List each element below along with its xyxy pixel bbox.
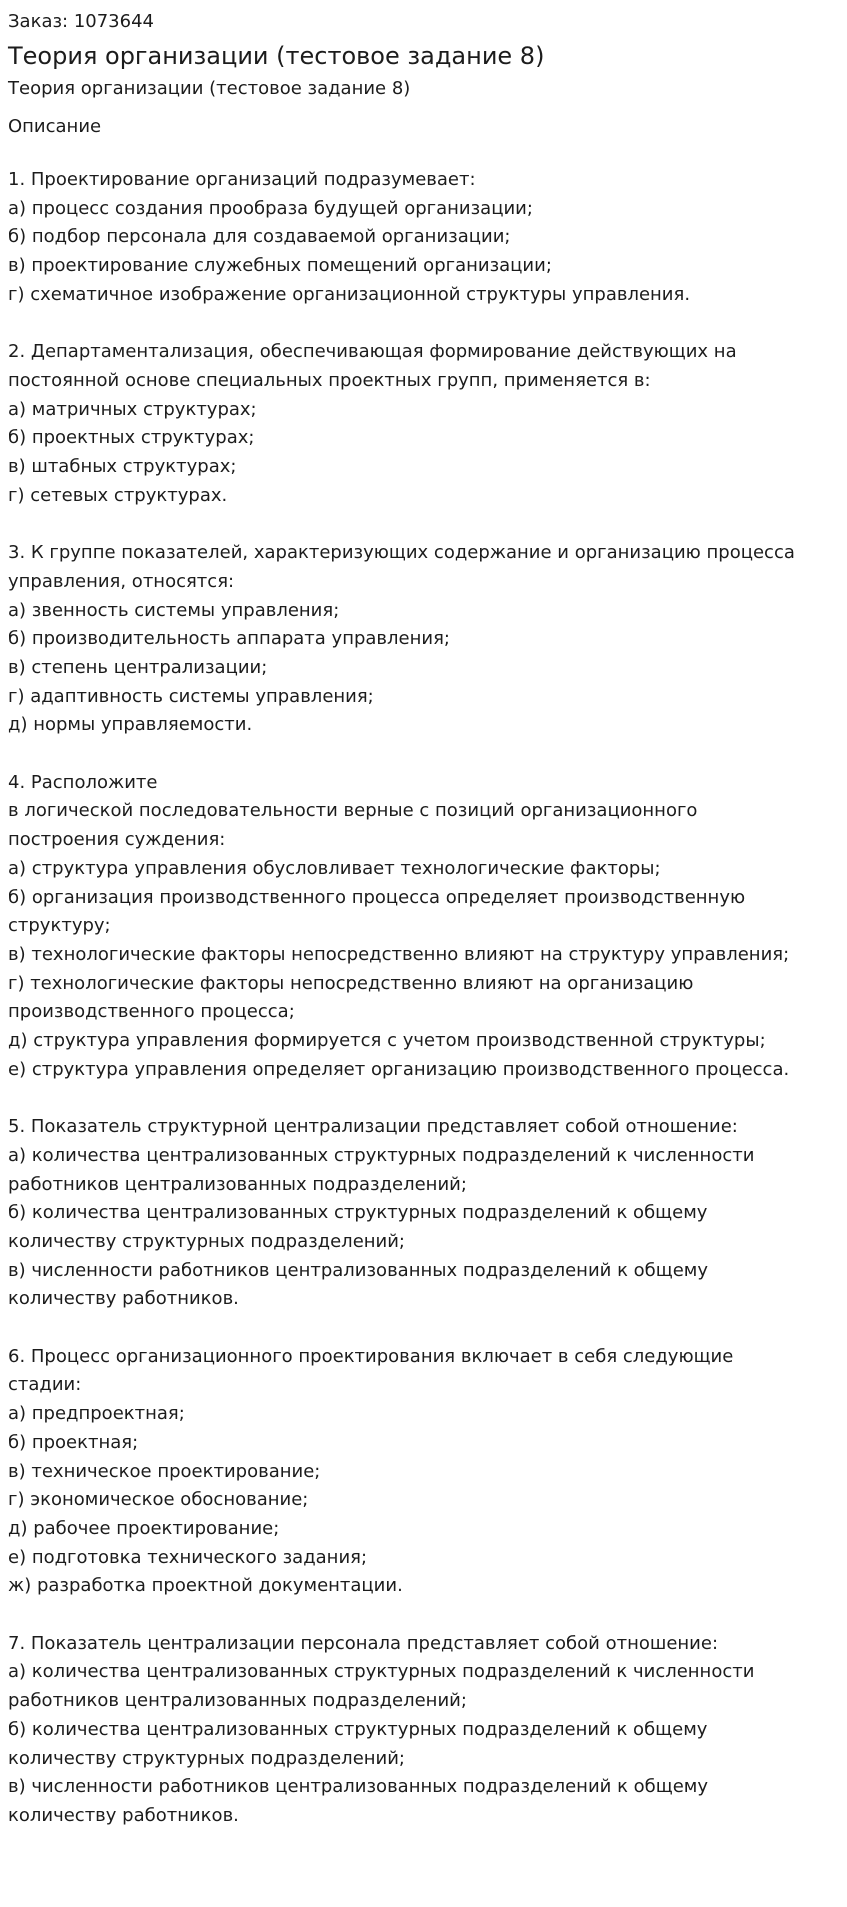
question-block [8, 166, 839, 310]
question-line: а) предпроектная; [8, 1403, 185, 1425]
question-text: 6. Процесс организационного проектирования включает в себя следующие [8, 1345, 734, 1367]
question-text: 2. Департаментализация, обеспечивающая формирование действующих на [8, 341, 737, 363]
question-text: 7. Показатель централизации персонала представляет собой отношение: [8, 1632, 719, 1654]
question-text: 5. Показатель структурной централизации представляет собой отношение: [8, 1116, 738, 1138]
question-block [8, 769, 839, 1085]
question-line: е) подготовка технического задания; [8, 1546, 368, 1568]
question-line: г) схематичное изображение организационной структуры управления. [8, 283, 691, 305]
questions-list [8, 166, 839, 1831]
question-text: 4. Расположите [8, 771, 158, 793]
question-line: в) штабных структурах; [8, 456, 237, 478]
question-line: ж) разработка проектной документации. [8, 1575, 403, 1597]
order-number: Заказ: 1073644 [8, 11, 154, 32]
question-line: д) нормы управляемости. [8, 714, 253, 736]
question-block [8, 1343, 839, 1601]
question-line: а) количества централизованных структурных подразделений к численности [8, 1661, 755, 1683]
description-label: Описание [8, 116, 102, 137]
question-line: количеству структурных подразделений; [8, 1230, 405, 1252]
question-line: б) организация производственного процесса определяет производственную [8, 886, 746, 908]
question-text: 3. К группе показателей, характеризующих содержание и организацию процесса [8, 542, 795, 564]
question-line: а) процесс создания прообраза будущей организации; [8, 197, 533, 219]
question-line: количеству структурных подразделений; [8, 1747, 405, 1769]
question-line: в) проектирование служебных помещений организации; [8, 255, 552, 277]
question-line: количеству работников. [8, 1288, 239, 1310]
question-line: б) производительность аппарата управления; [8, 628, 450, 650]
question-line: в) технологические факторы непосредственно влияют на структуру управления; [8, 943, 790, 965]
question-line: количеству работников. [8, 1804, 239, 1826]
question-block [8, 1113, 839, 1314]
question-line: б) подбор персонала для создаваемой организации; [8, 226, 511, 248]
question-line: стадии: [8, 1374, 82, 1396]
question-line: а) звенность системы управления; [8, 599, 340, 621]
question-line: е) структура управления определяет организацию производственного процесса. [8, 1058, 790, 1080]
question-line: б) количества централизованных структурных подразделений к общему [8, 1202, 708, 1224]
question-line: структуру; [8, 915, 111, 937]
question-line: а) матричных структурах; [8, 398, 257, 420]
question-line: в) численности работников централизованных подразделений к общему [8, 1259, 709, 1281]
question-line: д) рабочее проектирование; [8, 1517, 280, 1539]
question-line: в) техническое проектирование; [8, 1460, 321, 1482]
page-subtitle: Теория организации (тестовое задание 8) [8, 78, 411, 99]
question-line: работников централизованных подразделений; [8, 1173, 467, 1195]
question-line: г) технологические факторы непосредственно влияют на организацию [8, 972, 694, 994]
question-line: а) количества централизованных структурных подразделений к численности [8, 1144, 755, 1166]
question-line: производственного процесса; [8, 1001, 295, 1023]
question-line: д) структура управления формируется с учетом производственной структуры; [8, 1030, 766, 1052]
question-text: 1. Проектирование организаций подразумевает: [8, 169, 476, 190]
question-block [8, 1630, 839, 1831]
question-line: постоянной основе специальных проектных групп, применяется в: [8, 369, 651, 391]
question-line: в логической последовательности верные с позиций организационного [8, 800, 698, 822]
question-line: построения суждения: [8, 829, 226, 851]
question-block [8, 539, 839, 740]
question-line: г) экономическое обоснование; [8, 1489, 309, 1511]
question-line: б) проектных структурах; [8, 427, 255, 449]
question-line: работников централизованных подразделений; [8, 1690, 467, 1712]
question-line: г) адаптивность системы управления; [8, 685, 374, 707]
question-line: в) степень централизации; [8, 656, 268, 678]
question-line: в) численности работников централизованных подразделений к общему [8, 1776, 709, 1798]
page-title: Теория организации (тестовое задание 8) [8, 42, 545, 70]
question-line: а) структура управления обусловливает технологические факторы; [8, 857, 661, 879]
question-line: управления, относятся: [8, 570, 235, 592]
question-line: б) количества централизованных структурных подразделений к общему [8, 1718, 708, 1740]
question-line: б) проектная; [8, 1431, 139, 1453]
question-block [8, 338, 839, 510]
question-line: г) сетевых структурах. [8, 484, 228, 506]
